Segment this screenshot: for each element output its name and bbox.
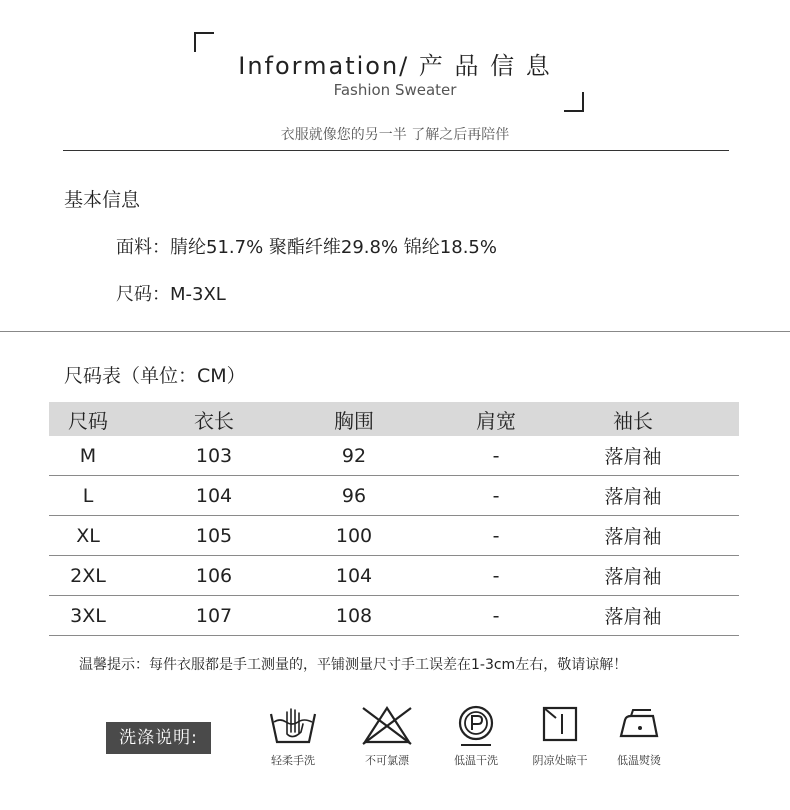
table-cell: - [492, 484, 500, 507]
header-cell-size: 尺码 [68, 408, 108, 433]
table-cell: 2XL [70, 564, 106, 587]
table-cell: - [492, 564, 500, 587]
washing-label: 洗涤说明: [106, 722, 211, 754]
table-cell: 106 [195, 564, 233, 587]
corner-bracket-bottom-right [564, 92, 584, 112]
size-range-info: 尺码：M-3XL [116, 284, 226, 305]
measurement-notice: 温馨提示：每件衣服都是手工测量的，平铺测量尺寸手工误差在1-3cm左右，敬请谅解！ [79, 657, 628, 673]
shade-dry-icon [525, 704, 595, 748]
size-table-title: 尺码表（单位：CM） [64, 365, 246, 387]
table-cell: 落肩袖 [604, 446, 662, 468]
table-cell: XL [76, 524, 100, 547]
table-row [49, 476, 739, 516]
dry-clean-icon [441, 704, 511, 748]
table-cell: 落肩袖 [604, 486, 662, 508]
table-cell: 100 [335, 524, 373, 547]
hand-wash-caption: 轻柔手洗 [271, 754, 315, 767]
table-cell: - [492, 444, 500, 467]
no-bleach-icon [352, 704, 422, 748]
no-bleach-caption: 不可氯漂 [365, 754, 409, 767]
table-cell: M [79, 444, 97, 467]
table-row [49, 596, 739, 636]
table-cell: 92 [341, 444, 367, 467]
basic-info-title: 基本信息 [64, 189, 141, 211]
hand-wash-icon [258, 704, 328, 748]
low-iron-caption: 低温熨烫 [617, 754, 661, 767]
table-cell: 103 [195, 444, 233, 467]
header-cell-chest: 胸围 [334, 408, 374, 433]
table-cell: 105 [195, 524, 233, 547]
table-cell: 107 [195, 604, 233, 627]
dry-clean-caption: 低温干洗 [454, 754, 498, 767]
page-subtitle: Fashion Sweater [333, 81, 457, 99]
table-cell: 96 [341, 484, 367, 507]
table-cell: - [492, 524, 500, 547]
table-cell: L [82, 484, 94, 507]
table-cell: 104 [195, 484, 233, 507]
table-cell: 3XL [70, 604, 106, 627]
tagline: 衣服就像您的另一半 了解之后再陪伴 [280, 127, 510, 143]
header-cell-length: 衣长 [194, 408, 234, 433]
table-header-row [49, 402, 739, 436]
fabric-info: 面料：腈纶51.7% 聚酯纤维29.8% 锦纶18.5% [116, 237, 497, 258]
divider-middle [0, 331, 790, 332]
table-cell: 落肩袖 [604, 606, 662, 628]
table-cell: - [492, 604, 500, 627]
table-cell: 落肩袖 [604, 566, 662, 588]
header-cell-sleeve: 袖长 [613, 408, 653, 433]
shade-dry-caption: 阴凉处晾干 [532, 754, 588, 767]
table-row [49, 556, 739, 596]
table-cell: 108 [335, 604, 373, 627]
low-iron-icon [604, 704, 674, 748]
table-cell: 104 [335, 564, 373, 587]
table-row [49, 436, 739, 476]
size-table [49, 402, 739, 636]
table-row [49, 516, 739, 556]
page-title: Information/ 产 品 信 息 [238, 52, 552, 80]
table-cell: 落肩袖 [604, 526, 662, 548]
divider-top [63, 150, 729, 151]
header-cell-shoulder: 肩宽 [476, 408, 516, 433]
